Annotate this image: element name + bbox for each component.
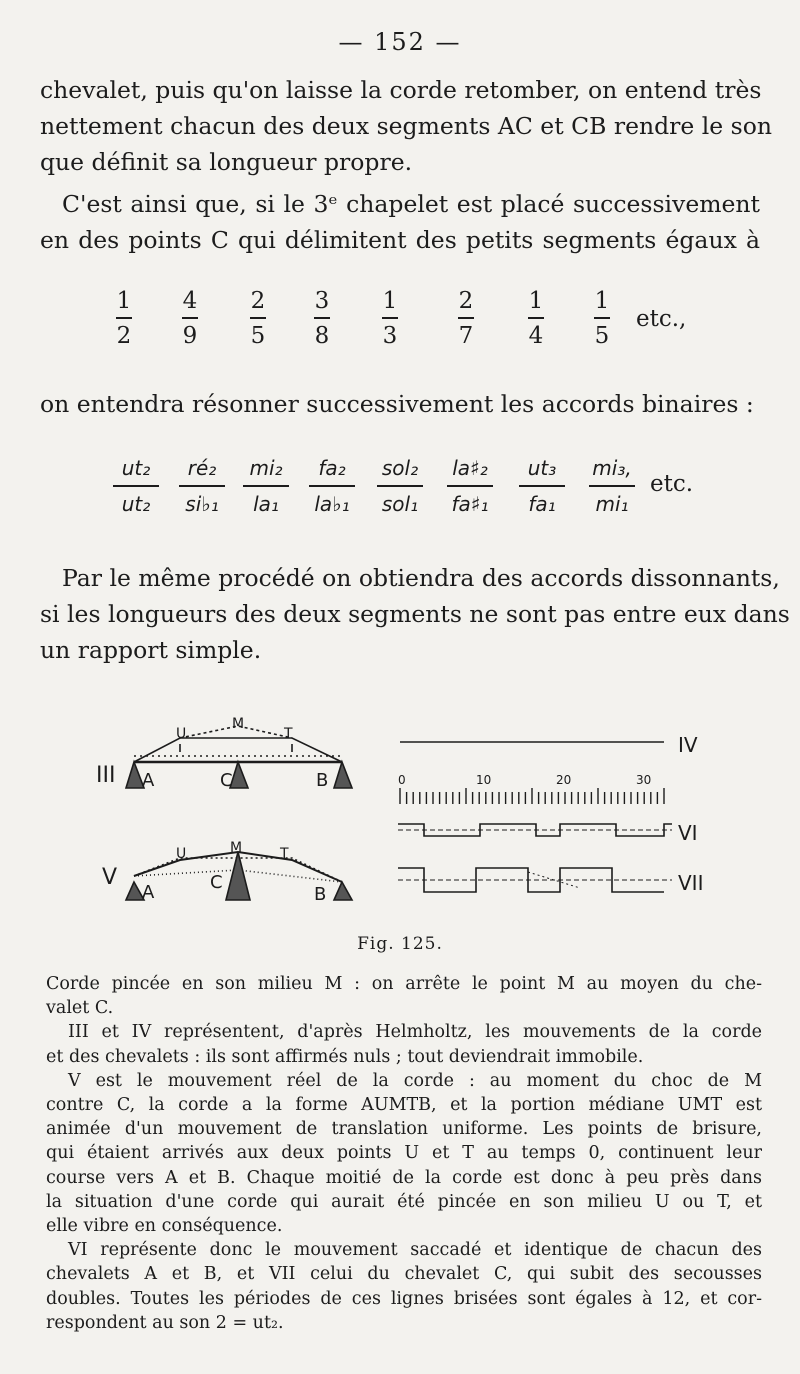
label-III: III (96, 763, 116, 788)
label-T: T (280, 846, 289, 862)
label-T: T (284, 726, 293, 742)
fraction: 1 4 (528, 288, 544, 349)
text-line: on entendra résonner successivement les accords binaires : (40, 390, 754, 418)
text-line: chevalet, puis qu'on laisse la corde retomber, on entend très (40, 76, 762, 104)
note-line: contre C, la corde a la forme AUMTB, et la portion médiane UMT est (46, 1095, 762, 1116)
text-line: en des points C qui délimitent des petits segments égaux à (40, 226, 760, 254)
label-M: M (232, 716, 245, 732)
text-line: un rapport simple. (40, 636, 262, 664)
diagram-III (96, 716, 352, 791)
note-line: V est le mouvement réel de la corde : au moment du choc de M (68, 1070, 762, 1091)
label-C: C (210, 872, 223, 893)
label-C: C (220, 770, 233, 791)
label-IV: IV (678, 733, 698, 757)
chord: fa₂ la♭₁ (294, 455, 370, 517)
note-line: respondent au son 2 = ut₂. (46, 1312, 284, 1333)
chord-list (98, 455, 738, 525)
paragraph-4 (40, 560, 790, 668)
figure-caption: Fig. 125. (357, 934, 443, 954)
chord: mi₂ la₁ (228, 455, 304, 517)
label-U: U (176, 726, 187, 742)
scale-tick-label: 10 (476, 773, 492, 787)
text-line: nettement chacun des deux segments AC et CB rendre le son (40, 112, 773, 140)
chords-etc: etc. (650, 471, 694, 497)
label-B: B (316, 770, 329, 791)
fraction-list (104, 288, 724, 358)
diagram-V (102, 840, 352, 905)
label-A: A (142, 770, 155, 791)
diagram-IV (400, 733, 698, 757)
note-line: elle vibre en conséquence. (46, 1216, 283, 1237)
note-line: chevalets A et B, et VII celui du chevalet C, qui subit des secousses (46, 1264, 762, 1285)
fractions-etc: etc., (636, 306, 687, 332)
label-B: B (314, 884, 327, 905)
paragraph-2 (40, 186, 760, 258)
scale-tick-label: 20 (556, 773, 572, 787)
note-line: et des chevalets : ils sont affirmés nuls ; tout deviendrait immobile. (46, 1046, 644, 1067)
fraction: 1 3 (382, 288, 398, 349)
paragraph-3 (40, 386, 760, 422)
figure-notes (46, 972, 762, 1335)
page-number: — 152 — (338, 28, 462, 56)
fraction: 2 5 (250, 288, 266, 349)
fraction: 1 5 (594, 288, 610, 349)
diagram-VI (398, 821, 698, 845)
note-line: VI représente donc le mouvement saccadé et identique de chacun des (68, 1240, 762, 1261)
text-line: que définit sa longueur propre. (40, 148, 413, 176)
figure-125 (80, 712, 704, 932)
text-line: si les longueurs des deux segments ne sont pas entre eux dans (40, 600, 790, 628)
diagram-VII (398, 868, 703, 895)
label-V: V (102, 865, 118, 890)
time-scale (398, 773, 664, 804)
text-line: C'est ainsi que, si le 3ᵉ chapelet est placé successivement (62, 190, 760, 218)
chord: sol₂ sol₁ (362, 455, 438, 517)
chord: ré₂ si♭₁ (164, 455, 240, 517)
note-line: course vers A et B. Chaque moitié de la corde est donc à peu près dans (46, 1167, 762, 1188)
scale-tick-label: 0 (398, 773, 406, 787)
chord: ut₂ ut₂ (98, 455, 174, 517)
note-line: Corde pincée en son milieu M : on arrête le point M au moyen du che- (46, 974, 762, 994)
note-line: III et IV représentent, d'après Helmholtz, les mouvements de la corde (68, 1022, 762, 1043)
note-line: qui étaient arrivés aux deux points U et T au temps 0, continuent leur (46, 1143, 762, 1164)
chord: ut₃ fa₁ (504, 455, 580, 517)
note-line: doubles. Toutes les périodes de ces lignes brisées sont égales à 12, et cor- (46, 1288, 762, 1309)
fraction: 1 2 (116, 288, 132, 349)
note-line: valet C. (46, 998, 114, 1019)
chord: mi₃, mi₁ (574, 455, 650, 517)
note-line: animée d'un mouvement de translation uniforme. Les points de brisure, (46, 1119, 762, 1140)
label-A: A (142, 882, 155, 903)
paragraph-1 (40, 72, 773, 180)
label-M: M (230, 840, 243, 856)
fraction: 2 7 (458, 288, 474, 349)
label-U: U (176, 846, 187, 862)
note-line: la situation d'une corde qui aurait été pincée en son milieu U ou T, et (46, 1191, 762, 1212)
chord: la♯₂ fa♯₁ (432, 455, 508, 517)
fraction: 3 8 (314, 288, 330, 349)
text-line: Par le même procédé on obtiendra des accords dissonnants, (62, 564, 780, 592)
label-VI: VI (678, 821, 698, 845)
label-VII: VII (678, 871, 704, 895)
scale-tick-label: 30 (636, 773, 652, 787)
fraction: 4 9 (182, 288, 198, 349)
